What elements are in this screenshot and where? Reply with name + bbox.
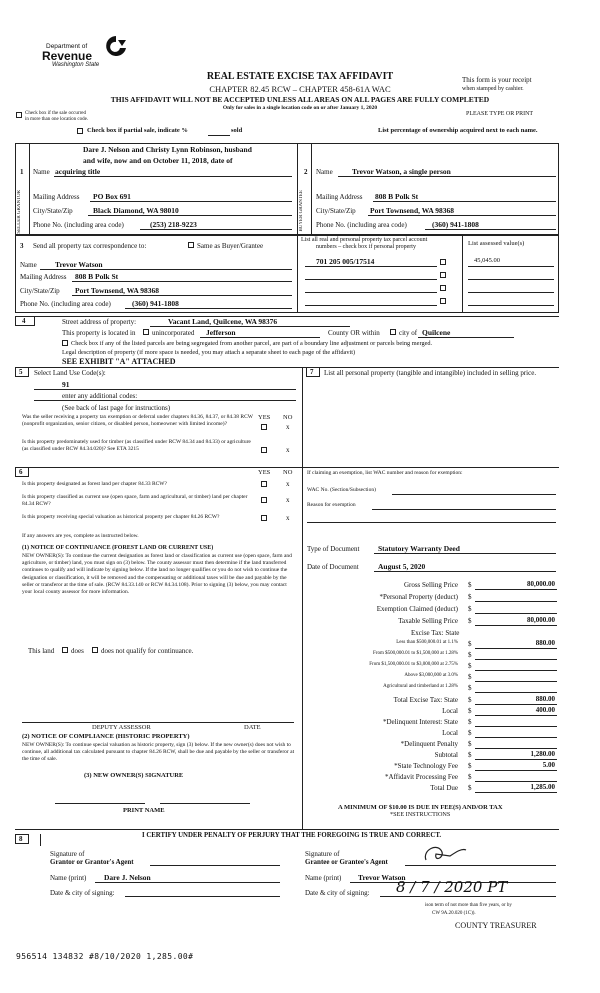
section-7-number: 7	[310, 368, 314, 376]
doc-type-label: Type of Document	[307, 545, 360, 553]
corr-phone-label: Phone No. (including area code)	[20, 300, 111, 308]
grantee-signature-icon	[420, 840, 470, 868]
corr-city-label: City/State/Zip	[20, 287, 60, 295]
buyer-mailing-label: Mailing Address	[316, 193, 363, 201]
seller-mailing-label: Mailing Address	[33, 193, 80, 201]
this-land-label: This land	[28, 647, 55, 655]
unincorporated-label: unincorporated	[152, 329, 195, 337]
seller-names-line-3: acquiring title	[55, 167, 101, 176]
grantor-sig-label-1: Signature of	[50, 850, 85, 858]
receipt-note-2: when stamped by cashier.	[462, 86, 524, 92]
penalty-note-1: ison term of not more than five years, or by	[425, 903, 512, 908]
doc-date[interactable]: August 5, 2020	[378, 562, 426, 571]
tax-total-2-dollar: $	[468, 718, 472, 726]
type-or-print: PLEASE TYPE OR PRINT	[466, 111, 534, 117]
segregated-label: Check box if any of the listed parcels are being segregated from another parcel, are part of a boundary line adjustment or parcels being merged.	[71, 340, 433, 347]
receipt-note-1: This form is your receipt	[462, 76, 532, 84]
tax-bracket-3-label: Above $3,000,000 at 3.0%	[404, 673, 458, 678]
tax-row-0-dollar: $	[468, 581, 472, 589]
tax-total-7-dollar: $	[468, 773, 472, 781]
exemption-reason-label: Reason for exemption	[307, 502, 356, 508]
tax-total-5-dollar: $	[468, 751, 472, 759]
legal-description-label: Legal description of property (if more space is needed, you may attach a separate sheet to each page of the affidavit)	[62, 349, 356, 356]
personal-property-checkbox-3[interactable]	[440, 285, 446, 291]
land-use-label: Select Land Use Code(s):	[34, 369, 106, 377]
form-only-for: Only for sales in a single location code on or after January 1, 2020	[222, 105, 378, 111]
exemption-claim: If claiming an exemption, list WAC number and reason for exemption:	[307, 470, 463, 476]
tax-row-3-label: Taxable Selling Price	[398, 617, 458, 625]
section6-no-header: NO	[283, 469, 293, 476]
land-does-label: does	[71, 647, 84, 655]
parcels-header-2: numbers – check box if personal property	[316, 244, 416, 250]
same-as-buyer-label: Same as Buyer/Grantee	[197, 242, 264, 250]
section-4-number: 4	[22, 317, 26, 325]
deputy-assessor-label: DEPUTY ASSESSOR	[92, 724, 151, 731]
grantor-date-label: Date & city of signing:	[50, 889, 115, 897]
tax-row-2-label: Exemption Claimed (deduct)	[376, 605, 458, 613]
corr-city[interactable]: Port Townsend, WA 98368	[75, 286, 160, 295]
tax-bracket-2-dollar: $	[468, 662, 472, 670]
land-does-checkbox[interactable]	[62, 647, 68, 653]
street-label: Street address of property:	[62, 318, 137, 326]
section6-q3-yes-checkbox[interactable]	[261, 515, 267, 521]
tax-row-2-dollar: $	[468, 605, 472, 613]
notice1-body: NEW OWNER(S): To continue the current designation as forest land or classification as current use (open space, farm and agriculture, or timber) land, you must sign on (3) below. The county assessor must then determine if the land transferred continues to qualify and will indicate by signing below. If the land no longer qualifies or you do not wish to continue the designation or classification, it will be removed and the compensating or additional taxes will be due and payable by the seller or transferor at the time of sale. (RCW 84.33.140 or RCW 84.34.108). Prior to signing (3) below, you may contact your local county assessor for more information.	[22, 553, 292, 596]
seller-city-label: City/State/Zip	[33, 207, 73, 215]
city-name[interactable]: Quilcene	[422, 328, 451, 337]
tax-total-2-label: *Delinquent Interest: State	[382, 718, 458, 726]
tax-total-1-label: Local	[442, 707, 458, 715]
tax-total-1-amount[interactable]: 400.00	[535, 706, 555, 714]
form-chapter: CHAPTER 82.45 RCW – CHAPTER 458-61A WAC	[209, 84, 391, 94]
notice2-body: NEW OWNER(S): To continue special valuation as historic property, sign (3) below. If the new owner(s) does not wish to continue, all additional tax calculated pursuant to chapter 84.26 RCW, shall be due and payable by the seller or transferor at the time of sale.	[22, 742, 295, 763]
grantee-sig-label-1: Signature of	[305, 850, 340, 858]
seller-mailing[interactable]: PO Box 691	[93, 192, 131, 201]
tax-bracket-0-amount[interactable]: 880.00	[535, 639, 555, 647]
grantee-sig-label-2: Grantee or Grantee's Agent	[305, 858, 388, 866]
land-use-q1: Was the seller receiving a property tax exemption or deferral under chapters 84.36, 84.37, or 84.38 RCW (nonprofit organization, senior citizen, or disabled person, homeowner with limited income)?	[22, 414, 253, 427]
parcels-header-1: List all real and personal property tax parcel account	[301, 237, 428, 243]
buyer-side-label: BUYER GRANTEE	[299, 190, 304, 232]
tax-row-1-label: *Personal Property (deduct)	[379, 593, 458, 601]
section-3-number: 3	[20, 242, 24, 250]
section-6-number: 6	[19, 468, 23, 476]
tax-total-0-label: Total Excise Tax: State	[393, 696, 458, 704]
penalty-note-2: CW 9A.20.020 (1C)).	[432, 911, 476, 916]
tax-total-5-amount[interactable]: 1,280.00	[530, 750, 555, 758]
section6-q3: Is this property receiving special valuation as historical property per chapter 84.26 RCW?	[22, 514, 220, 520]
land-use-code[interactable]: 91	[62, 380, 70, 389]
within-city-checkbox[interactable]	[390, 329, 396, 335]
section6-q2-yes-checkbox[interactable]	[261, 497, 267, 503]
tax-total-6-dollar: $	[468, 762, 472, 770]
tax-total-8-amount[interactable]: 1,285.00	[530, 783, 555, 791]
section-5-number: 5	[19, 368, 23, 376]
grantor-sig-label-2: Grantor or Grantor's Agent	[50, 858, 134, 866]
tax-total-4-label: *Delinquent Penalty	[400, 740, 458, 748]
see-instructions-note: *SEE INSTRUCTIONS	[390, 811, 451, 818]
land-does-not-checkbox[interactable]	[92, 647, 98, 653]
doc-type[interactable]: Statutory Warranty Deed	[378, 544, 460, 553]
buyer-mailing[interactable]: 808 B Polk St	[375, 192, 419, 201]
tax-bracket-3-dollar: $	[468, 673, 472, 681]
notice1-title: (1) NOTICE OF CONTINUANCE (FOREST LAND OR CURRENT USE)	[22, 545, 214, 551]
partial-sale-sold: sold	[231, 127, 243, 134]
assessed-header: List assessed value(s)	[468, 240, 525, 247]
seller-side-label: SELLER GRANTOR	[17, 190, 22, 234]
additional-codes-label: enter any additional codes:	[62, 392, 138, 400]
section6-q3-answer: x	[286, 514, 290, 522]
section6-yes-header: YES	[258, 469, 271, 476]
land-use-no-header: NO	[283, 414, 293, 421]
wac-label: WAC No. (Section/Subsection)	[307, 487, 376, 493]
grantee-name-label: Name (print)	[305, 874, 342, 882]
land-use-q1-answer: x	[286, 423, 290, 431]
correspondence-label: Send all property tax correspondence to:	[33, 242, 147, 250]
parcel-number[interactable]: 701 205 005/17514	[316, 257, 375, 266]
tax-bracket-4-label: Agricultural and timberland at 1.28%	[383, 684, 458, 689]
tax-row-1-dollar: $	[468, 593, 472, 601]
corr-mailing-label: Mailing Address	[20, 273, 67, 281]
agency-line3: Washington State	[52, 62, 100, 68]
county-treasurer-label: COUNTY TREASURER	[455, 921, 537, 930]
seller-name-label: Name	[33, 168, 50, 176]
tax-total-4-dollar: $	[468, 740, 472, 748]
buyer-city-label: City/State/Zip	[316, 207, 356, 215]
tax-total-6-label: *State Technology Fee	[394, 762, 458, 770]
minimum-due-note: A MINIMUM OF $10.00 IS DUE IN FEE(S) AND/OR TAX	[338, 804, 503, 811]
seller-names-line-2: and wife, now and on October 11, 2018, date of	[83, 156, 233, 165]
tax-total-5-label: Subtotal	[434, 751, 458, 759]
exhibit-a: SEE EXHIBIT "A" ATTACHED	[62, 357, 176, 366]
land-use-q2: Is this property predominately used for timber (as classified under RCW 84.34 and 84.33) or agriculture (as classified under RCW 84.34.020)? See ETA 3215	[22, 439, 251, 452]
notice2-title: (2) NOTICE OF COMPLIANCE (HISTORIC PROPERTY)	[22, 733, 190, 740]
buyer-name-label: Name	[316, 168, 333, 176]
tax-row-0-amount[interactable]: 80,000.00	[527, 580, 555, 588]
located-in-label: This property is located in	[62, 329, 136, 337]
certify-statement: I CERTIFY UNDER PENALTY OF PERJURY THAT THE FOREGOING IS TRUE AND CORRECT.	[142, 832, 442, 839]
tax-total-0-amount[interactable]: 880.00	[535, 695, 555, 703]
same-as-buyer-checkbox[interactable]	[188, 242, 194, 248]
section-2-number: 2	[304, 168, 308, 176]
corr-name-label: Name	[20, 261, 37, 269]
buyer-phone-label: Phone No. (including area code)	[316, 221, 407, 229]
city-of-label: city of	[399, 329, 418, 337]
cashier-stamp: 956514 134832 #8/10/2020 1,285.00#	[16, 952, 194, 961]
multi-location-label-1: Check box if the sale occurred	[25, 111, 86, 116]
personal-property-checkbox-1[interactable]	[440, 259, 446, 265]
new-owner-signature-label: (3) NEW OWNER(S) SIGNATURE	[84, 772, 184, 779]
form-title: REAL ESTATE EXCISE TAX AFFIDAVIT	[206, 71, 394, 82]
corr-name[interactable]: Trevor Watson	[55, 260, 103, 269]
tax-total-6-amount[interactable]: 5.00	[542, 761, 555, 769]
personal-property-label: List all personal property (tangible and intangible) included in selling price.	[324, 369, 537, 377]
section6-q1-yes-checkbox[interactable]	[261, 481, 267, 487]
county-name[interactable]: Jefferson	[206, 328, 236, 337]
corr-phone[interactable]: (360) 941-1808	[132, 299, 179, 308]
seller-phone[interactable]: (253) 218-9223	[150, 220, 197, 229]
tax-total-3-dollar: $	[468, 729, 472, 737]
section6-q2-answer: x	[286, 496, 290, 504]
section6-q1: Is this property designated as forest land per chapter 84.33 RCW?	[22, 481, 167, 487]
tax-total-1-dollar: $	[468, 707, 472, 715]
list-percentage-note: List percentage of ownership acquired next to each name.	[378, 127, 538, 134]
grantee-date-label: Date & city of signing:	[305, 889, 370, 897]
revenue-logo-icon	[104, 34, 128, 60]
tax-row-3-amount[interactable]: 80,000.00	[527, 616, 555, 624]
doc-date-label: Date of Document	[307, 563, 359, 571]
seller-names-line-1: Dare J. Nelson and Christy Lynn Robinson, husband	[83, 145, 252, 154]
tax-bracket-4-dollar: $	[468, 684, 472, 692]
tax-row-0-label: Gross Selling Price	[403, 581, 458, 589]
tax-total-8-label: Total Due	[430, 784, 458, 792]
seller-city[interactable]: Black Diamond, WA 98010	[93, 206, 179, 215]
unincorporated-checkbox[interactable]	[143, 329, 149, 335]
buyer-phone[interactable]: (360) 941-1808	[432, 220, 479, 229]
section6-q2: Is this property classified as current use (open space, farm and agricultural, or timber) land per chapter 84.34 RCW?	[22, 494, 248, 507]
land-use-yes-header: YES	[258, 414, 271, 421]
land-use-q2-answer: x	[286, 446, 290, 454]
buyer-city[interactable]: Port Townsend, WA 98368	[370, 206, 455, 215]
agency-name: Revenue	[42, 49, 93, 63]
tax-total-0-dollar: $	[468, 696, 472, 704]
partial-sale-label: Check box if partial sale, indicate %	[87, 127, 188, 134]
grantor-name-label: Name (print)	[50, 874, 87, 882]
section-1-number: 1	[20, 168, 24, 176]
buyer-name[interactable]: Trevor Watson, a single person	[352, 167, 451, 176]
corr-mailing[interactable]: 808 B Polk St	[75, 272, 119, 281]
excise-state-label: Excise Tax: State	[411, 629, 460, 637]
partial-sale-checkbox[interactable]	[77, 128, 83, 134]
tax-bracket-1-dollar: $	[468, 651, 472, 659]
section-8-number: 8	[19, 835, 23, 843]
grantee-name[interactable]: Trevor Watson	[358, 873, 406, 882]
agency-line1: Department of	[46, 43, 88, 50]
land-use-q2-yes-checkbox[interactable]	[261, 447, 267, 453]
multi-location-checkbox[interactable]	[16, 112, 22, 118]
form-warning: THIS AFFIDAVIT WILL NOT BE ACCEPTED UNLESS ALL AREAS ON ALL PAGES ARE FULLY COMPLETED	[110, 95, 490, 104]
personal-property-checkbox-2[interactable]	[440, 272, 446, 278]
tax-bracket-2-label: From $1,500,000.01 to $3,000,000 at 2.75%	[369, 662, 458, 667]
land-does-not-label: does not qualify for continuance.	[101, 647, 194, 655]
segregated-checkbox[interactable]	[62, 340, 68, 346]
tax-row-3-dollar: $	[468, 617, 472, 625]
assessed-value[interactable]: 45,045.00	[474, 257, 500, 264]
grantee-date-handwritten[interactable]: 8 / 7 / 2020 PT	[396, 878, 508, 896]
property-street[interactable]: Vacant Land, Quilcene, WA 98376	[168, 317, 278, 326]
tax-total-7-label: *Affidavit Processing Fee	[385, 773, 458, 781]
tax-total-3-label: Local	[442, 729, 458, 737]
grantor-name[interactable]: Dare J. Nelson	[104, 873, 151, 882]
tax-bracket-0-label: Less than $500,000.01 at 1.1%	[396, 640, 458, 645]
tax-total-8-dollar: $	[468, 784, 472, 792]
county-or-within: County OR within	[328, 329, 380, 337]
print-name-label: PRINT NAME	[123, 807, 165, 814]
tax-bracket-1-label: From $500,000.01 to $1,500,000 at 1.28%	[373, 651, 458, 656]
assessor-date-label: DATE	[244, 724, 261, 731]
personal-property-checkbox-4[interactable]	[440, 298, 446, 304]
tax-bracket-0-dollar: $	[468, 640, 472, 648]
section6-if-yes: If any answers are yes, complete as instructed below.	[22, 533, 139, 539]
section6-q1-answer: x	[286, 480, 290, 488]
seller-phone-label: Phone No. (including area code)	[33, 221, 124, 229]
land-use-q1-yes-checkbox[interactable]	[261, 424, 267, 430]
see-back-label: (See back of last page for instructions)	[62, 404, 171, 412]
multi-location-label-2: in more than one location code.	[25, 117, 89, 122]
